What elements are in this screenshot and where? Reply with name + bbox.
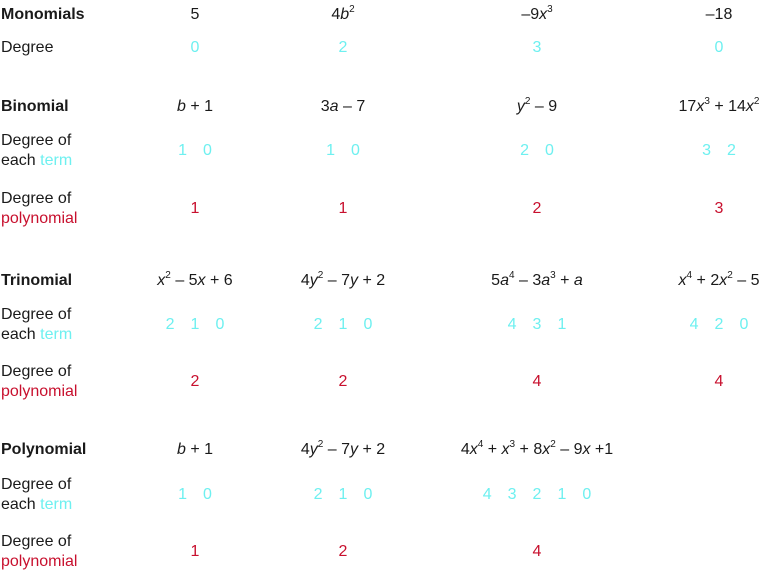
degree-value: 0: [363, 316, 373, 333]
variable: x: [678, 272, 687, 289]
variable: x: [501, 441, 510, 458]
term-part: –18: [705, 6, 733, 23]
exponent: 2: [753, 96, 760, 107]
degree-value: 2: [727, 142, 736, 159]
degree-value: 4: [507, 316, 517, 333]
term-part: + 8: [515, 441, 543, 458]
degree-value: 2: [520, 142, 529, 159]
degree-values: [682, 315, 757, 335]
degree-values: [183, 38, 208, 58]
variable: y: [309, 441, 318, 458]
term-part: – 9: [555, 441, 583, 458]
term-part: – 9: [530, 98, 558, 115]
degree-value: 1: [190, 200, 200, 217]
degree-values: [331, 199, 356, 219]
term-part: – 7: [338, 98, 366, 115]
exponent: 2: [165, 270, 171, 281]
row-label-keyword: term: [40, 152, 73, 169]
variable: b: [176, 98, 186, 115]
degree-value: 0: [545, 142, 554, 159]
row-label: [1, 362, 77, 402]
degree-value: 0: [215, 316, 225, 333]
degree-value: 2: [313, 486, 323, 503]
exponent: 2: [317, 270, 324, 281]
degree-value: 2: [313, 316, 323, 333]
exponent: 4: [477, 439, 484, 450]
degree-value: 4: [482, 486, 492, 503]
term-part: +1: [590, 441, 614, 458]
degree-values: [170, 141, 220, 161]
degree-value: 1: [338, 316, 348, 333]
row-label-keyword: term: [40, 496, 73, 513]
degree-values: [183, 199, 208, 219]
term-part: 5: [491, 272, 501, 289]
degree-value: 0: [739, 316, 749, 333]
degree-values: [707, 372, 732, 392]
expression: [331, 5, 354, 25]
degree-value: 4: [714, 373, 724, 390]
variable: x: [157, 272, 166, 289]
degree-value: 2: [190, 373, 200, 390]
variable: y: [516, 98, 525, 115]
term-part: +: [555, 272, 574, 289]
exponent: 3: [547, 4, 553, 15]
degree-values: [694, 141, 744, 161]
term-part: 17: [678, 98, 697, 115]
degree-value: 1: [178, 142, 187, 159]
variable: y: [350, 441, 359, 458]
row-label-line: Degree of: [1, 476, 72, 493]
degree-value: 2: [714, 316, 724, 333]
row-label-line: Degree: [1, 39, 54, 56]
expression: [491, 271, 583, 291]
degree-values: [500, 315, 575, 335]
row-label-keyword: term: [40, 326, 73, 343]
expression: [521, 5, 552, 25]
degree-values: [306, 485, 381, 505]
exponent: 2: [317, 439, 324, 450]
term-part: – 7: [323, 441, 351, 458]
section-title: Binomial: [1, 98, 69, 115]
variable: a: [541, 272, 551, 289]
degree-values: [183, 372, 208, 392]
exponent: 3: [704, 96, 710, 107]
term-part: 5: [190, 6, 200, 23]
degree-value: 3: [714, 200, 724, 217]
exponent: 2: [349, 4, 355, 15]
degree-value: 1: [338, 486, 348, 503]
row-label: [1, 131, 72, 171]
term-part: – 5: [732, 272, 760, 289]
degree-value: 4: [532, 373, 542, 390]
degree-values: [707, 199, 732, 219]
degree-value: 1: [338, 200, 348, 217]
exponent: 4: [508, 270, 515, 281]
expression: [321, 97, 366, 117]
term-part: 4: [300, 272, 310, 289]
exponent: 3: [509, 439, 516, 450]
term-part: + 2: [358, 441, 386, 458]
exponent: 4: [686, 270, 693, 281]
variable: a: [500, 272, 509, 289]
exponent: 2: [727, 270, 733, 281]
degree-value: 3: [702, 142, 711, 159]
row-label: [1, 532, 77, 572]
degree-value: 2: [532, 486, 542, 503]
degree-value: 1: [190, 316, 200, 333]
degree-value: 0: [190, 39, 200, 56]
expression: [679, 271, 760, 291]
term-part: + 6: [205, 272, 233, 289]
row-label: [1, 475, 72, 515]
degree-values: [707, 38, 732, 58]
degree-value: 1: [178, 486, 187, 503]
degree-value: 2: [532, 200, 542, 217]
row-label-line: Degree of: [1, 363, 72, 380]
term-part: –9: [521, 6, 540, 23]
degree-value: 0: [203, 142, 212, 159]
expression: [191, 5, 200, 25]
degree-value: 0: [363, 486, 373, 503]
degree-values: [331, 372, 356, 392]
row-label-text: each: [1, 496, 41, 513]
expression: [517, 97, 557, 117]
degree-values: [318, 141, 368, 161]
expression: [679, 97, 760, 117]
row-label-keyword: polynomial: [1, 383, 78, 400]
term-part: 3: [320, 98, 330, 115]
row-label-keyword: polynomial: [1, 210, 78, 227]
variable: x: [469, 441, 478, 458]
degree-value: 2: [338, 373, 348, 390]
variable: x: [582, 441, 591, 458]
term-part: – 3: [514, 272, 542, 289]
degree-values: [158, 315, 233, 335]
section-title: Monomials: [1, 6, 85, 23]
degree-values: [525, 38, 550, 58]
degree-values: [331, 542, 356, 562]
term-part: + 1: [185, 98, 214, 115]
section-title: Trinomial: [1, 272, 73, 289]
degree-value: 0: [203, 486, 212, 503]
term-part: + 2: [358, 272, 386, 289]
row-label: [1, 189, 77, 229]
degree-value: 2: [338, 39, 348, 56]
variable: a: [573, 272, 583, 289]
degree-value: 0: [582, 486, 592, 503]
degree-value: 1: [326, 142, 335, 159]
degree-values: [306, 315, 381, 335]
degree-values: [525, 372, 550, 392]
degree-value: 3: [532, 316, 542, 333]
row-label-keyword: polynomial: [1, 553, 78, 570]
degree-value: 1: [557, 486, 567, 503]
degree-values: [512, 141, 562, 161]
expression: [177, 97, 213, 117]
exponent: 2: [550, 439, 556, 450]
row-label-line: Degree of: [1, 306, 72, 323]
row-label-text: each: [1, 152, 41, 169]
degree-value: 2: [165, 316, 175, 333]
term-part: – 7: [323, 272, 351, 289]
term-part: 4: [460, 441, 470, 458]
degree-value: 2: [338, 543, 348, 560]
variable: x: [542, 441, 551, 458]
section-title: Polynomial: [1, 441, 87, 458]
degree-value: 3: [507, 486, 517, 503]
expression: [157, 271, 232, 291]
degree-values: [170, 485, 220, 505]
degree-values: [525, 542, 550, 562]
variable: x: [197, 272, 206, 289]
variable: y: [309, 272, 318, 289]
row-label-line: Degree of: [1, 533, 72, 550]
term-part: 4: [300, 441, 310, 458]
variable: x: [745, 98, 754, 115]
expression: [706, 5, 733, 25]
variable: a: [329, 98, 339, 115]
degree-values: [525, 199, 550, 219]
row-label-text: each: [1, 326, 41, 343]
variable: b: [176, 441, 186, 458]
degree-value: 0: [714, 39, 724, 56]
expression: [461, 440, 613, 460]
term-part: – 5: [170, 272, 198, 289]
variable: x: [719, 272, 728, 289]
exponent: 2: [524, 96, 531, 107]
row-label: [1, 305, 72, 345]
degree-values: [475, 485, 600, 505]
degree-value: 0: [351, 142, 360, 159]
row-label: [1, 38, 53, 58]
expression: [177, 440, 213, 460]
exponent: 3: [550, 270, 556, 281]
degree-value: 4: [689, 316, 699, 333]
term-part: 4: [331, 6, 341, 23]
degree-value: 1: [557, 316, 567, 333]
term-part: + 14: [709, 98, 746, 115]
degree-value: 3: [532, 39, 542, 56]
expression: [301, 440, 385, 460]
term-part: +: [483, 441, 502, 458]
variable: b: [340, 6, 350, 23]
degree-values: [331, 38, 356, 58]
degree-values: [183, 542, 208, 562]
variable: x: [696, 98, 705, 115]
degree-value: 4: [532, 543, 542, 560]
row-label-line: Degree of: [1, 132, 72, 149]
term-part: + 2: [692, 272, 720, 289]
expression: [301, 271, 385, 291]
row-label-line: Degree of: [1, 190, 72, 207]
variable: x: [539, 6, 548, 23]
variable: y: [350, 272, 359, 289]
degree-value: 1: [190, 543, 200, 560]
term-part: + 1: [185, 441, 214, 458]
